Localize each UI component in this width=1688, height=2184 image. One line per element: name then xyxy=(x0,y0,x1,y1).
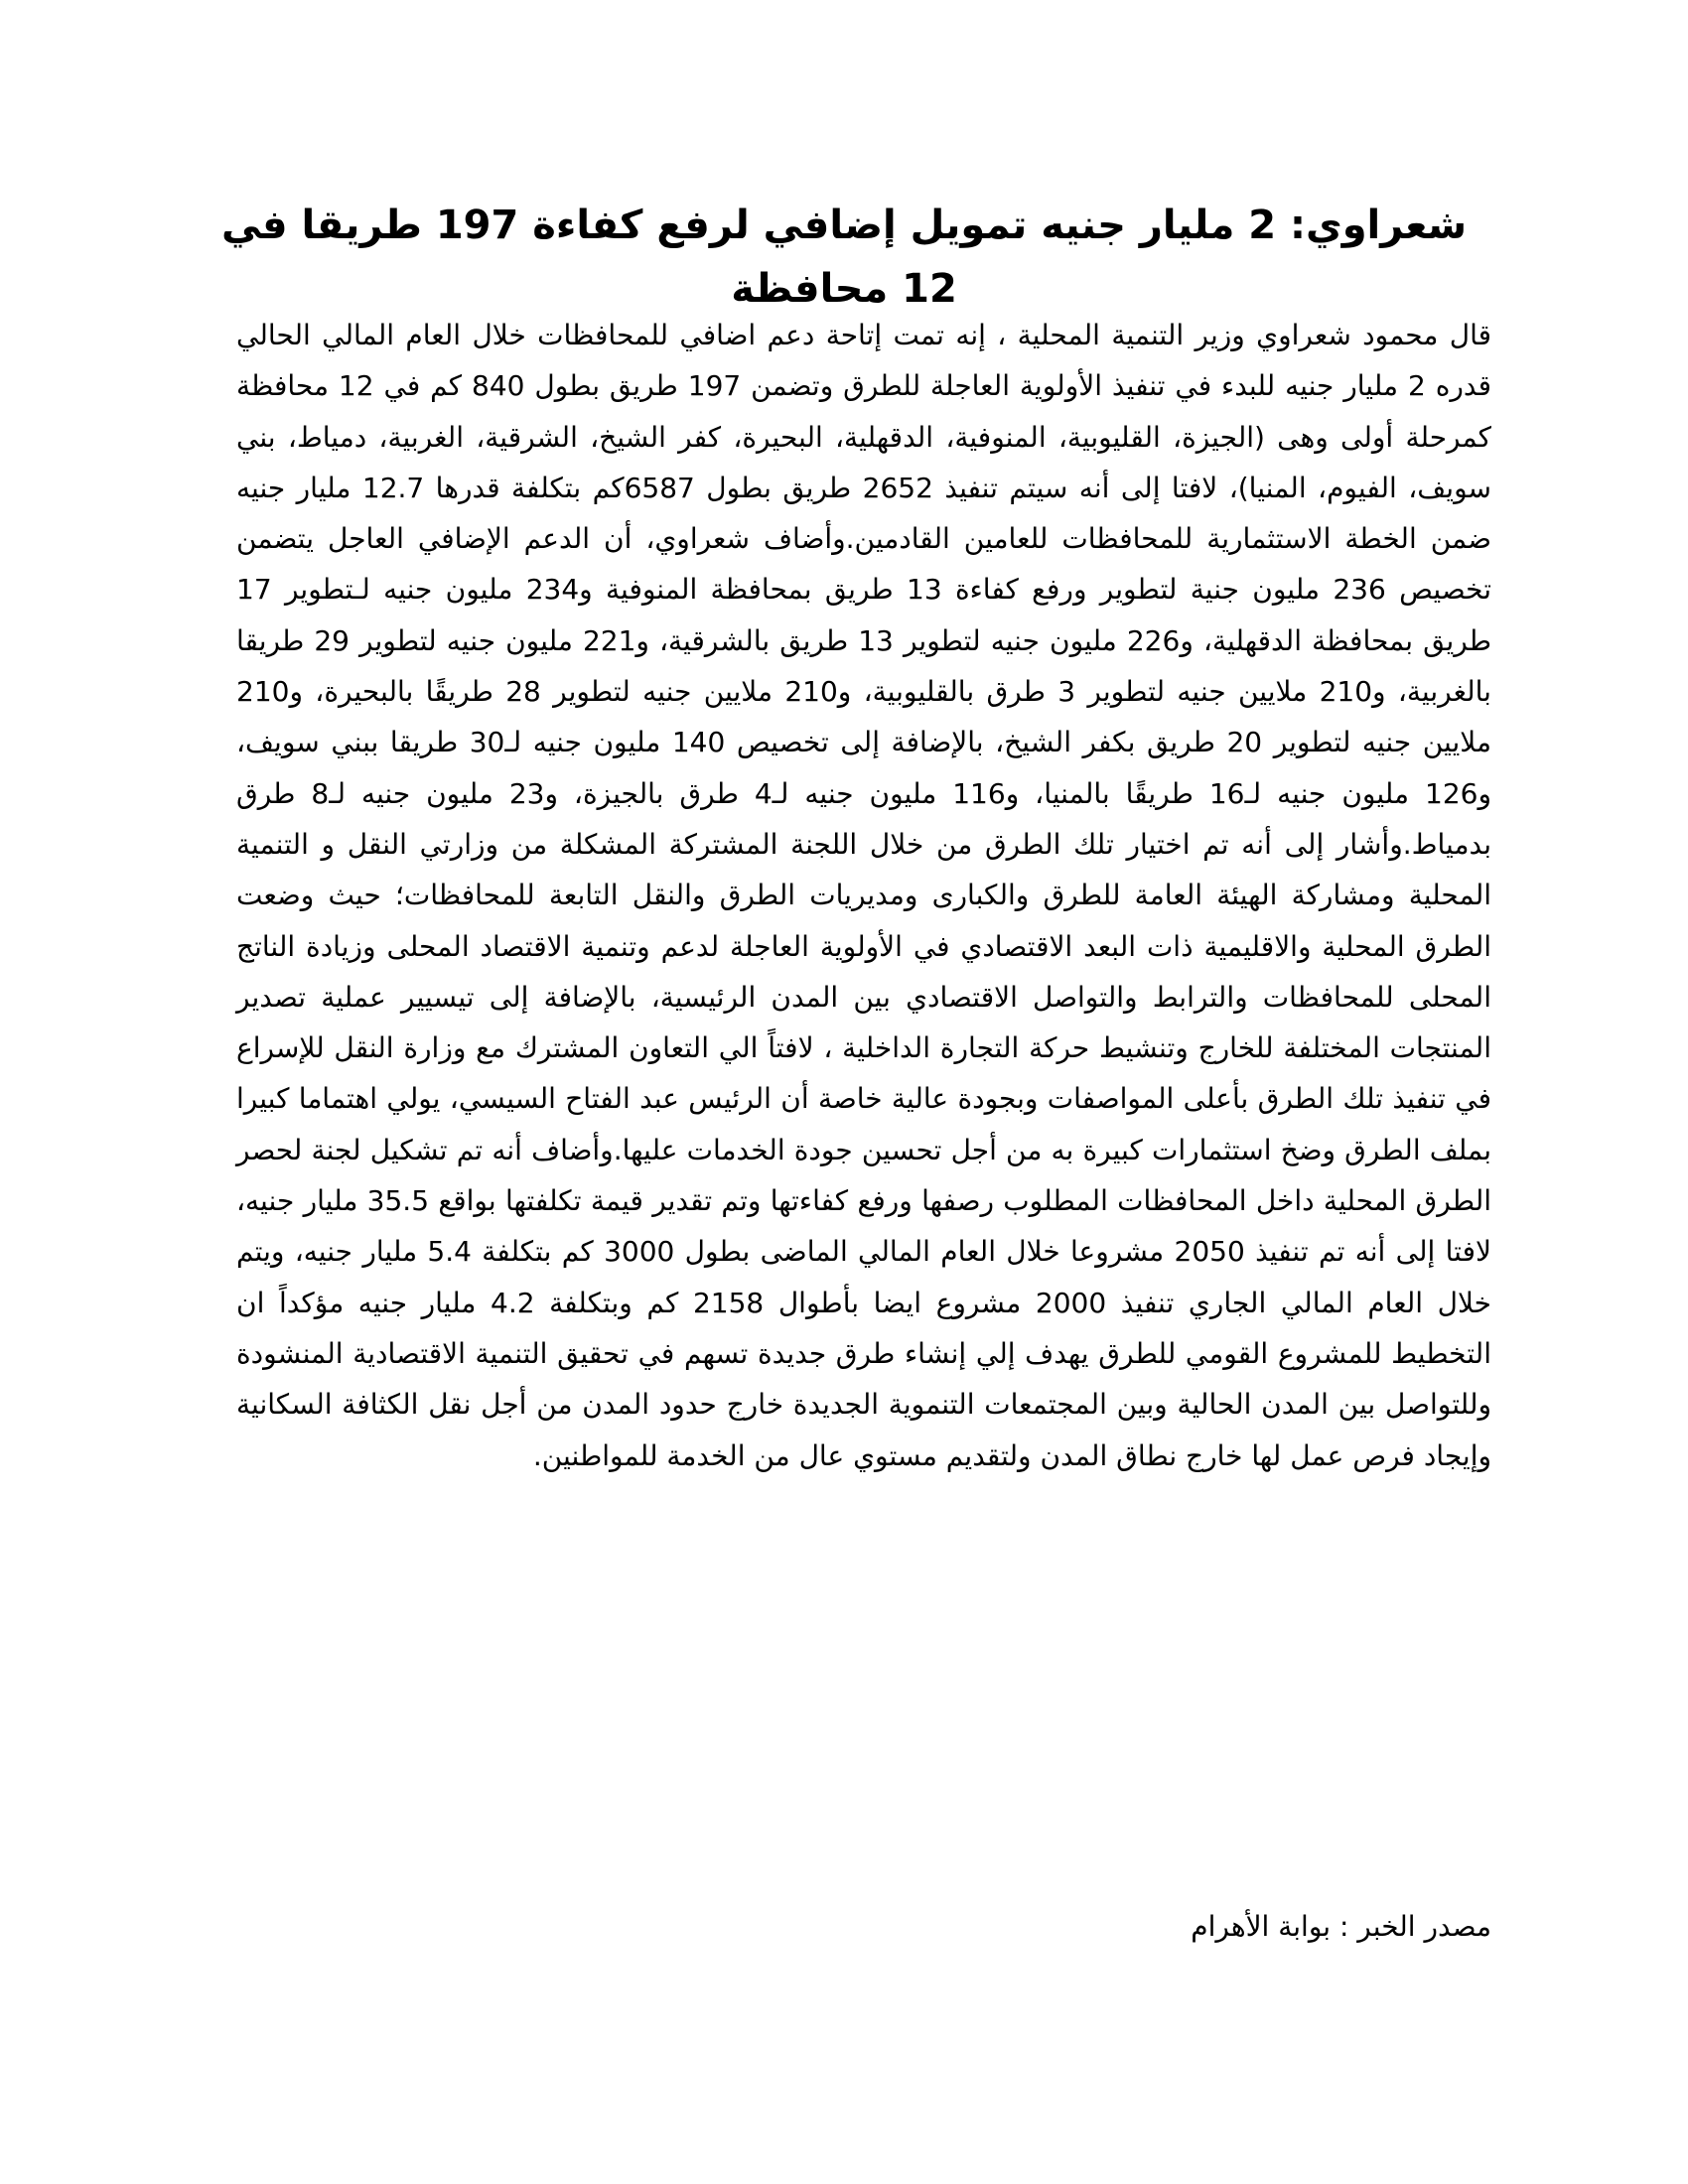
article-source: مصدر الخبر : بوابة الأهرام xyxy=(1191,1910,1491,1943)
article-title: شعراوي: 2 مليار جنيه تمويل إضافي لرفع كفاءة 197 طريقا في 12 محافظة xyxy=(220,203,1468,312)
article-body: قال محمود شعراوي وزير التنمية المحلية ، إنه تمت إتاحة دعم اضافي للمحافظات خلال العام المالي الحالي قدره 2 مليار جنيه للبدء في تنفيذ الأولوية العاجلة للطرق وتضمن 197 طريق بطول 840 كم في 12 محافظة كمرحلة أولى وهى (الجيزة، القليوبية، المنوفية، الدقهلية، البحيرة، كفر الشيخ، الشرقية، الغربية، دمياط، بني سويف، الفيوم، المنيا)، لافتا إلى أنه سيتم تنفيذ 2652 طريق بطول 6587كم بتكلفة قدرها 12.7 مليار جنيه ضمن الخطة الاستثمارية للمحافظات للعامين القادمين.وأضاف شعراوي، أن الدعم الإضافي العاجل يتضمن تخصيص 236 مليون جنية لتطوير ورفع كفاءة 13 طريق بمحافظة المنوفية و234 مليون جنيه لـتطوير 17 طريق بمحافظة الدقهلية، و226 مليون جنيه لتطوير 13 طريق بالشرقية، و221 مليون جنيه لتطوير 29 طريقا بالغربية، و210 ملايين جنيه لتطوير 3 طرق بالقليوبية، و210 ملايين جنيه لتطوير 28 طريقًا بالبحيرة، و210 ملايين جنيه لتطوير 20 طريق بكفر الشيخ، بالإضافة إلى تخصيص 140 مليون جنيه لـ30 طريقا ببني سويف، و126 مليون جنيه لـ16 طريقًا بالمنيا، و116 مليون جنيه لـ4 طرق بالجيزة، و23 مليون جنيه لـ8 طرق بدمياط.وأشار إلى أنه تم اختيار تلك الطرق من خلال اللجنة المشتركة المشكلة من وزارتي النقل و التنمية المحلية ومشاركة الهيئة العامة للطرق والكبارى ومديريات الطرق والنقل التابعة للمحافظات؛ حيث وضعت الطرق المحلية والاقليمية ذات البعد الاقتصادي في الأولوية العاجلة لدعم وتنمية الاقتصاد المحلى وزيادة الناتج المحلى للمحافظات والترابط والتواصل الاقتصادي بين المدن الرئيسية، بالإضافة إلى تيسيير عملية تصدير المنتجات المختلفة للخارج وتنشيط حركة التجارة الداخلية ، لافتاً الي التعاون المشترك مع وزارة النقل للإسراع في تنفيذ تلك الطرق بأعلى المواصفات وبجودة عالية خاصة أن الرئيس عبد الفتاح السيسي، يولي اهتماما كبيرا بملف الطرق وضخ استثمارات كبيرة به من أجل تحسين جودة الخدمات عليها.وأضاف أنه تم تشكيل لجنة لحصر الطرق المحلية داخل المحافظات المطلوب رصفها ورفع كفاءتها وتم تقدير قيمة تكلفتها بواقع 35.5 مليار جنيه، لافتا إلى أنه تم تنفيذ 2050 مشروعا خلال العام المالي الماضى بطول 3000 كم بتكلفة 5.4 مليار جنيه، ويتم خلال العام المالي الجاري تنفيذ 2000 مشروع ايضا بأطوال 2158 كم وبتكلفة 4.2 مليار جنيه مؤكداً ان التخطيط للمشروع القومي للطرق يهدف إلي إنشاء طرق جديدة تسهم في تحقيق التنمية الاقتصادية المنشودة وللتواصل بين المدن الحالية وبين المجتمعات التنموية الجديدة خارج حدود المدن من أجل نقل الكثافة السكانية وإيجاد فرص عمل لها خارج نطاق المدن ولتقديم مستوي عال من الخدمة للمواطنين. xyxy=(236,319,1492,1472)
